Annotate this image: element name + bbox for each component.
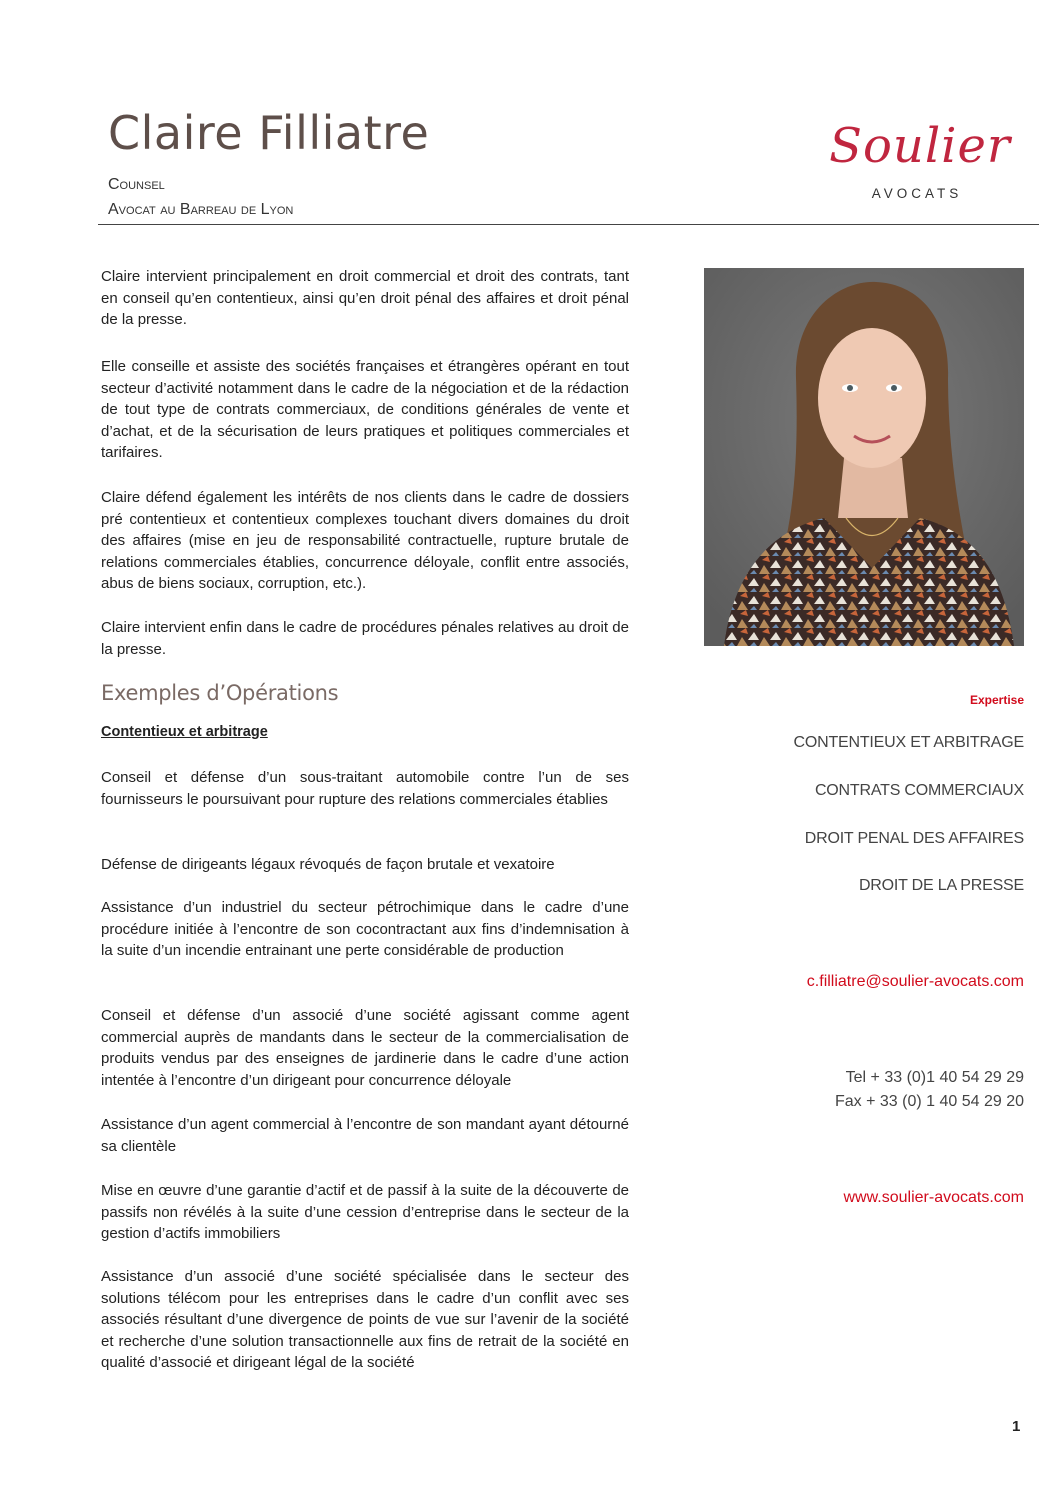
- operation-item: Assistance d’un associé d’une société spécialisée dans le secteur des solutions télécom pour les entreprises dans le cadre d’un conflit avec ses associés résultant d’une divergence de points de vue sur l’avenir de la société et recherche d’une solution transactionnelle aux fins de retrait de la société en qualité d’associé et dirigeant légal de la société: [101, 1268, 629, 1371]
- logo-wordmark: Soulier: [829, 118, 1011, 174]
- bar-membership: Avocat au Barreau de Lyon: [108, 201, 294, 218]
- portrait-illustration: [704, 268, 1024, 646]
- expertise-item: DROIT PENAL DES AFFAIRES: [804, 830, 1024, 847]
- bio-paragraph: Elle conseille et assiste des sociétés françaises et étrangères opérant en tout secteur d’activité notamment dans le cadre de la négociation et de la rédaction de tout type de contrats commerciaux, de conditions générales de vente et d’achat, et de la sécurisation de leurs pratiques et politiques commerciales et tarifaires.: [101, 358, 629, 461]
- operation-item: Assistance d’un industriel du secteur pétrochimique dans le cadre d’une procédure initiée à l’encontre de son cocontractant aux fins d’indemnisation à la suite d’un incendie entrainant une perte considérable de production: [101, 899, 629, 959]
- expertise-item: CONTENTIEUX ET ARBITRAGE: [793, 734, 1024, 751]
- expertise-item: DROIT DE LA PRESSE: [858, 877, 1024, 894]
- bio-paragraph: Claire intervient enfin dans le cadre de procédures pénales relatives au droit de la presse.: [101, 619, 629, 658]
- firm-logo: [812, 116, 1028, 210]
- portrait-photo: [704, 268, 1024, 646]
- operation-item: Défense de dirigeants légaux révoqués de façon brutale et vexatoire: [101, 856, 555, 873]
- operations-subheading: Contentieux et arbitrage: [101, 724, 268, 740]
- expertise-title: Expertise: [969, 693, 1024, 707]
- logo-subtitle: AVOCATS: [871, 186, 963, 201]
- operation-item: Mise en œuvre d’une garantie d’actif et de passif à la suite de la découverte de passifs non révélés à la suite d’une cession d’entreprise dans le secteur de la gestion d’actifs immobiliers: [101, 1182, 629, 1242]
- website-link[interactable]: www.soulier-avocats.com: [843, 1189, 1024, 1206]
- bio-paragraph: Claire défend également les intérêts de nos clients dans le cadre de dossiers pré contentieux et contentieux complexes touchant divers domaines du droit des affaires (mise en jeu de responsabilité contractuelle, rupture brutale de relations commerciales établies, concurrence déloyale, conflit entre associés, abus de biens sociaux, corruption, etc.).: [101, 489, 629, 592]
- expertise-item: CONTRATS COMMERCIAUX: [814, 782, 1024, 799]
- operation-item: Assistance d’un agent commercial à l’encontre de son mandant ayant détourné sa clientèle: [101, 1116, 629, 1155]
- job-title: Counsel: [108, 176, 165, 193]
- page-number: 1: [1012, 1418, 1021, 1435]
- email-link[interactable]: c.filliatre@soulier-avocats.com: [806, 973, 1024, 990]
- fax-number: Fax + 33 (0) 1 40 54 29 20: [834, 1093, 1024, 1110]
- operations-heading: Exemples d’Opérations: [101, 681, 339, 705]
- bio-paragraph: Claire intervient principalement en droit commercial et droit des contrats, tant en conseil qu’en contentieux, ainsi qu’en droit pénal des affaires et droit pénal de la presse.: [101, 268, 629, 328]
- phone-number: Tel + 33 (0)1 40 54 29 29: [845, 1069, 1024, 1086]
- header-divider: [98, 224, 1039, 225]
- operation-item: Conseil et défense d’un associé d’une société agissant comme agent commercial auprès de mandants dans le secteur de la commercialisation de produits vendus par des enseignes de jardinerie dans le cadre d’une action intentée à l’encontre d’un dirigeant pour concurrence déloyale: [101, 1007, 629, 1089]
- person-name: Claire Filliatre: [108, 106, 430, 160]
- operation-item: Conseil et défense d’un sous-traitant automobile contre l’un de ses fournisseurs le poursuivant pour rupture des relations commerciales établies: [101, 769, 629, 808]
